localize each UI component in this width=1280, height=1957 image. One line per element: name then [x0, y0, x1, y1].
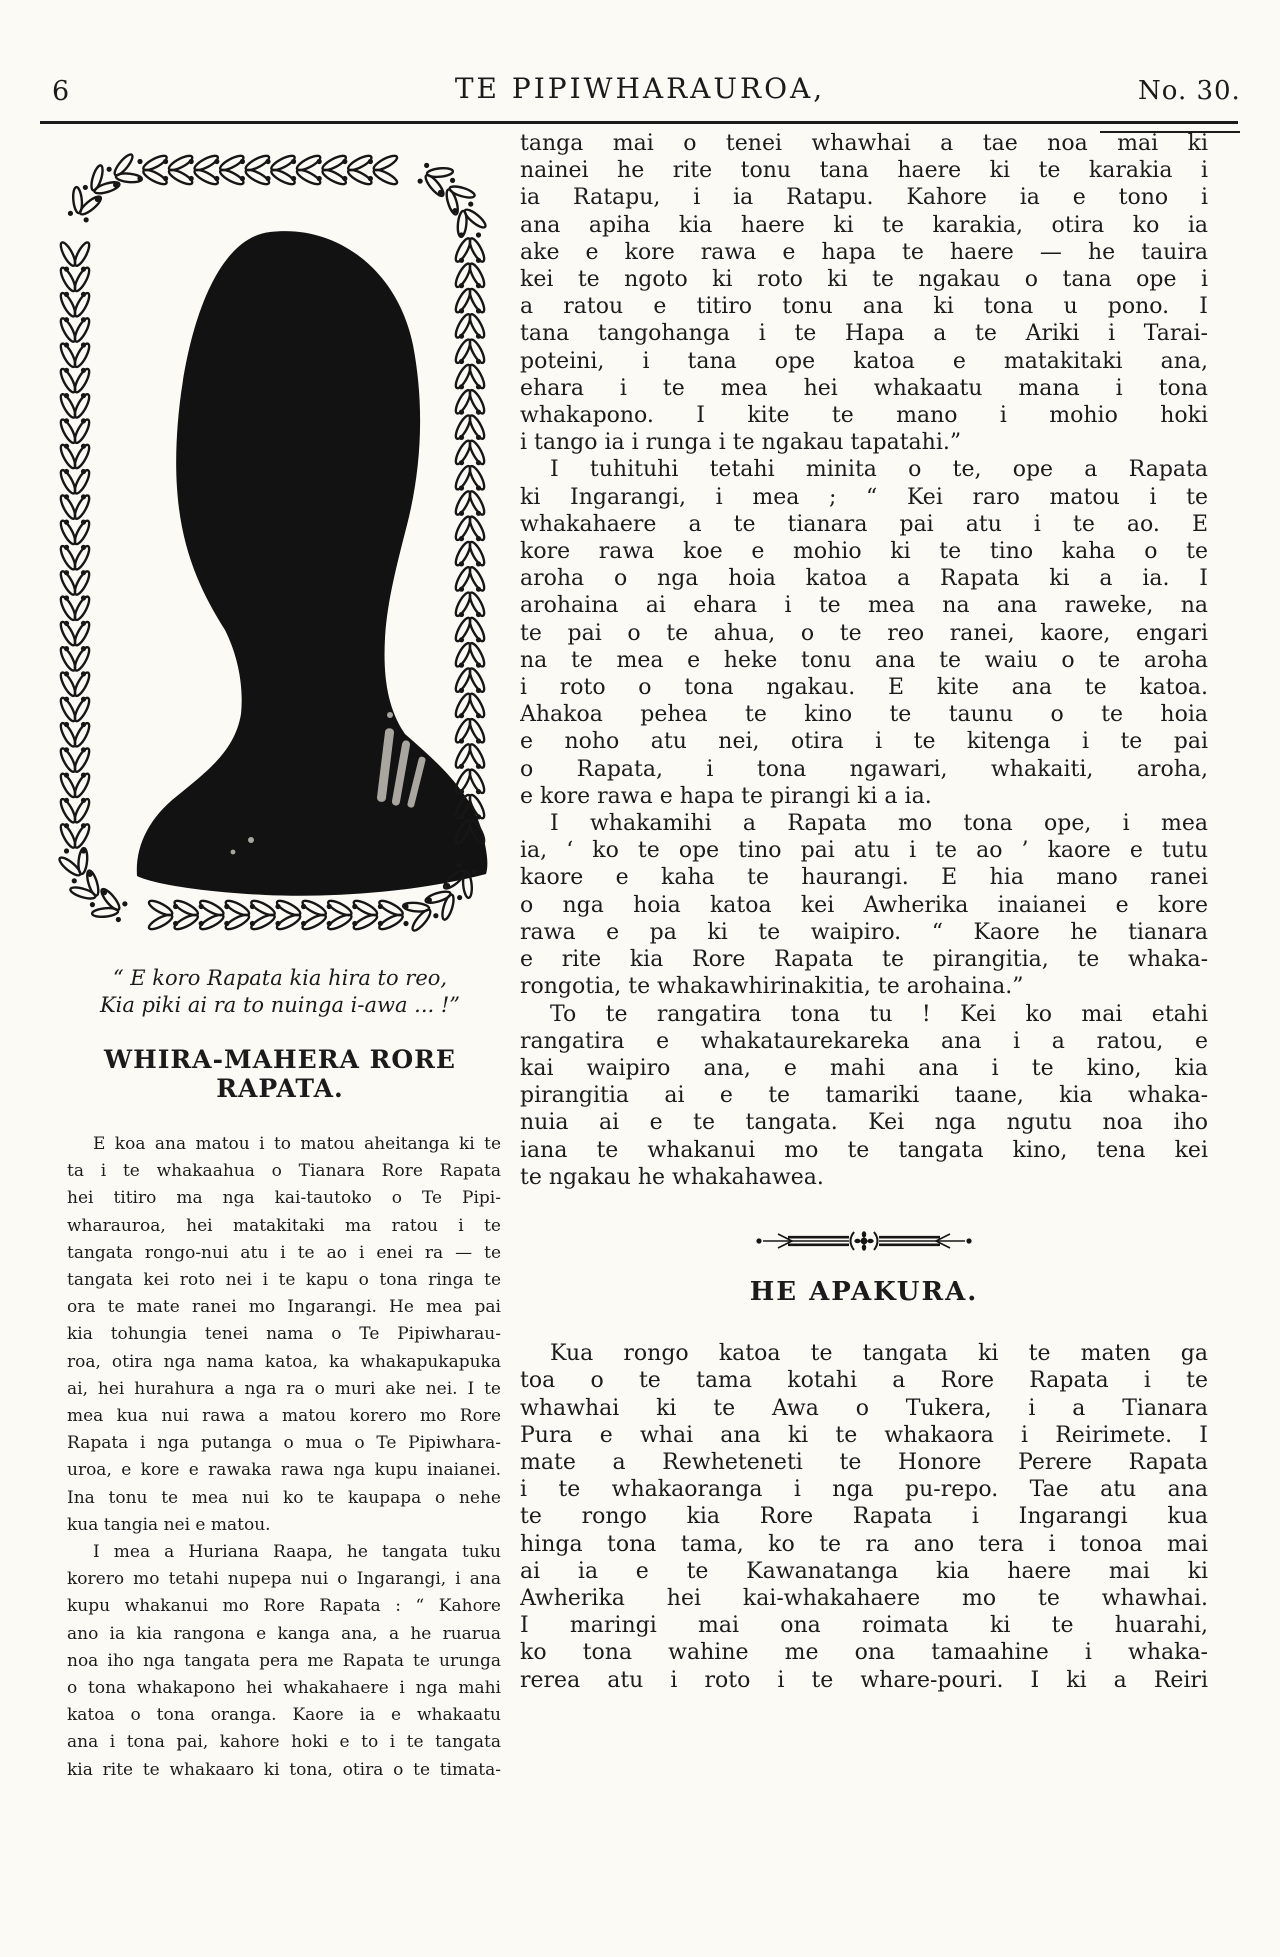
text-line: Ahakoa pehea te kino te taunu o te hoia — [520, 702, 1208, 728]
text-line: rawa e pa ki te waipiro. “ Kaore he tianara — [520, 919, 1208, 945]
text-line: kore rawa koe e mohio ki te tino kaha o te — [520, 539, 1208, 565]
article-body-left — [67, 1131, 501, 1784]
text-line: ko tona wahine me ona tamaahine i whaka- — [520, 1640, 1208, 1666]
text-line: ai, hei hurahura a nga ra o muri ake nei. I te — [67, 1378, 501, 1399]
text-line: arohaina ai ehara i te mea na ana raweke, na — [520, 593, 1208, 619]
text-line: o Rapata, i tona ngawari, whakaiti, aroha, — [520, 756, 1208, 782]
text-line: ehara i te mea hei whakaatu mana i tona — [520, 375, 1208, 401]
text-line: korero mo tetahi nupepa nui o Ingarangi, i ana — [67, 1569, 501, 1590]
text-line: ake e kore rawa e hapa te haere — he tauira — [520, 239, 1208, 265]
text-line: na te mea e heke tonu ana te waiu o te aroha — [520, 647, 1208, 673]
text-line: o nga hoia katoa kei Awherika inaianei e kore — [520, 892, 1208, 918]
section-title: HE APAKURA. — [749, 1276, 979, 1307]
text-line: hinga tona tama, ko te ra ano tera i tonoa mai — [520, 1531, 1208, 1557]
text-line: ora te mate ranei mo Ingarangi. He mea pai — [67, 1297, 501, 1318]
text-line: ana apiha kia haere ki te karakia, otira ko ia — [520, 212, 1208, 238]
paragraph — [67, 1539, 501, 1784]
section-divider-ornament-icon — [754, 1227, 974, 1255]
text-line: kia rite te whakaaro ki tona, otira o te timata- — [67, 1759, 501, 1780]
text-line: kai waipiro ana, e mahi ana i te kino, kia — [520, 1055, 1208, 1081]
text-line: I whakamihi a Rapata mo tona ope, i mea — [550, 811, 1208, 837]
text-line: ai ia e te Kawanatanga kia haere mai ki — [520, 1558, 1208, 1584]
page-number: 6 — [52, 76, 70, 107]
text-line: poteini, i tana ope katoa e matakitaki ana, — [520, 348, 1208, 374]
text-line: I tuhituhi tetahi minita o te, ope a Rapata — [550, 457, 1208, 483]
caption-line: “ E koro Rapata kia hira to reo, — [112, 966, 448, 990]
laurel-wreath-border-icon — [45, 140, 500, 945]
text-line: i roto o tona ngakau. E kite ana te katoa. — [520, 675, 1208, 701]
text-line: I maringi mai ona roimata ki te huarahi, — [520, 1613, 1208, 1639]
paragraph — [520, 810, 1208, 1000]
text-line: tangata rongo-nui atu i te ao i enei ra — te — [67, 1242, 501, 1263]
text-line: ta i te whakaahua o Tianara Rore Rapata — [67, 1161, 501, 1182]
text-line: toa o te tama kotahi a Rore Rapata i te — [520, 1368, 1208, 1394]
text-line: rerea atu i roto i te whare-pouri. I ki a Reiri — [520, 1667, 1208, 1693]
paragraph — [67, 1131, 501, 1539]
text-line: rangatira e whakataurekareka ana i a ratou, e — [520, 1028, 1208, 1054]
text-line: kua tangia nei e matou. — [67, 1514, 271, 1535]
text-line: Awherika hei kai-whakahaere mo te whawhai. — [520, 1585, 1208, 1611]
issue-number: No. 30. — [1138, 76, 1241, 106]
text-line: kaore e kaha te haurangi. E hia mano ranei — [520, 865, 1208, 891]
paragraph — [520, 1001, 1208, 1191]
text-line: whawhai ki te Awa o Tukera, i a Tianara — [520, 1395, 1208, 1421]
text-line: te ngakau he whakahawea. — [520, 1164, 824, 1190]
paragraph — [520, 1340, 1208, 1694]
text-line: a ratou e titiro tonu ana ki tona u pono. I — [520, 294, 1208, 320]
text-line: ana i tona pai, kahore hoki e to i te tangata — [67, 1732, 501, 1753]
text-line: Ina tonu te mea nui ko te kaupapa o nehe — [67, 1487, 501, 1508]
caption-line: Kia piki ai ra to nuinga i-awa ... !” — [99, 993, 461, 1017]
text-line: nuia ai e te tangata. Kei nga ngutu noa iho — [520, 1110, 1208, 1136]
text-line: e rite kia Rore Rapata te pirangitia, te whaka- — [520, 947, 1208, 973]
text-line: i tango ia i runga i te ngakau tapatahi.” — [520, 430, 962, 456]
text-line: te rongo kia Rore Rapata i Ingarangi kua — [520, 1504, 1208, 1530]
text-line: Kua rongo katoa te tangata ki te maten ga — [550, 1341, 1208, 1367]
text-line: To te rangatira tona tu ! Kei ko mai etahi — [550, 1001, 1208, 1027]
text-line: kupu whakanui mo Rore Rapata : “ Kahore — [67, 1596, 501, 1617]
text-line: I mea a Huriana Raapa, he tangata tuku — [93, 1542, 501, 1563]
text-line: uroa, e kore e rawaka rawa nga kupu inaianei. — [67, 1460, 501, 1481]
text-line: E koa ana matou i to matou aheitanga ki te — [93, 1134, 501, 1154]
left-column — [45, 140, 515, 1784]
text-line: pirangitia ai e te tamariki taane, kia whaka- — [520, 1083, 1208, 1109]
text-line: e noho atu nei, otira i te kitenga i te pai — [520, 729, 1208, 755]
portrait-caption — [45, 965, 515, 1019]
text-line: ano ia kia rangona e kanga ana, a he ruarua — [67, 1623, 501, 1644]
text-line: te pai o te ahua, o te reo ranei, kaore, engari — [520, 620, 1208, 646]
text-line: ia Ratapu, i ia Ratapu. Kahore ia e tono i — [520, 185, 1208, 211]
text-line: wharauroa, hei matakitaki ma ratou i te — [67, 1215, 501, 1236]
text-line: roa, otira nga nama katoa, ka whakapukapuka — [67, 1351, 501, 1372]
text-line: aroha o nga hoia katoa a Rapata ki a ia. I — [520, 566, 1208, 592]
text-line: kei te ngoto ki roto ki te ngakau o tana ope i — [520, 267, 1208, 293]
text-line: whakahaere a te tianara pai atu i te ao. E — [520, 511, 1208, 537]
text-line: hei titiro ma nga kai-tautoko o Te Pipi- — [67, 1188, 501, 1209]
text-line: ki Ingarangi, i mea ; “ Kei raro matou i te — [520, 484, 1208, 510]
text-line: tangata kei roto nei i te kapu o tona ringa te — [67, 1270, 501, 1291]
article-body-right — [520, 130, 1208, 1191]
portrait-frame — [45, 140, 500, 945]
text-line: mate a Rewheteneti te Honore Perere Rapata — [520, 1449, 1208, 1475]
paragraph — [520, 130, 1208, 456]
section-body — [520, 1340, 1208, 1694]
text-line: nainei he rite tonu tana haere ki te karakia i — [520, 158, 1208, 184]
text-line: mea kua nui rawa a matou korero mo Rore — [67, 1406, 501, 1427]
portrait-silhouette — [137, 231, 488, 896]
text-line: ia, ‘ ko te ope tino pai atu i te ao ’ kaore e tutu — [520, 838, 1208, 864]
text-line: iana te whakanui mo te tangata kino, tena kei — [520, 1137, 1208, 1163]
text-line: kia tohungia tenei nama o Te Pipiwharau- — [67, 1324, 501, 1345]
text-line: katoa o tona oranga. Kaore ia e whakaatu — [67, 1705, 501, 1726]
article-title: WHIRA-MAHERA RORE RAPATA. — [104, 1045, 456, 1103]
text-line: o tona whakapono hei whakahaere i nga mahi — [67, 1678, 501, 1699]
text-line: i te whakaoranga i nga pu-repo. Tae atu ana — [520, 1477, 1208, 1503]
paragraph — [520, 456, 1208, 810]
text-line: Rapata i nga putanga o mua o Te Pipiwhara- — [67, 1433, 501, 1454]
right-column — [520, 130, 1208, 1694]
text-line: noa iho nga tangata pera me Rapata te urunga — [67, 1650, 501, 1671]
text-line: Pura e whai ana ki te whakaora i Reirimete. I — [520, 1422, 1208, 1448]
text-line: tanga mai o tenei whawhai a tae noa mai ki — [520, 131, 1208, 156]
text-line: e kore rawa e hapa te pirangi ki a ia. — [520, 783, 932, 809]
text-line: tana tangohanga i te Hapa a te Ariki i Tarai- — [520, 321, 1208, 347]
newspaper-title: TE PIPIWHARAUROA, — [454, 72, 826, 105]
header-rule — [40, 121, 1238, 124]
text-line: rongotia, te whakawhirinakitia, te arohaina.” — [520, 974, 1024, 1000]
text-line: whakapono. I kite te mano i mohio hoki — [520, 403, 1208, 429]
